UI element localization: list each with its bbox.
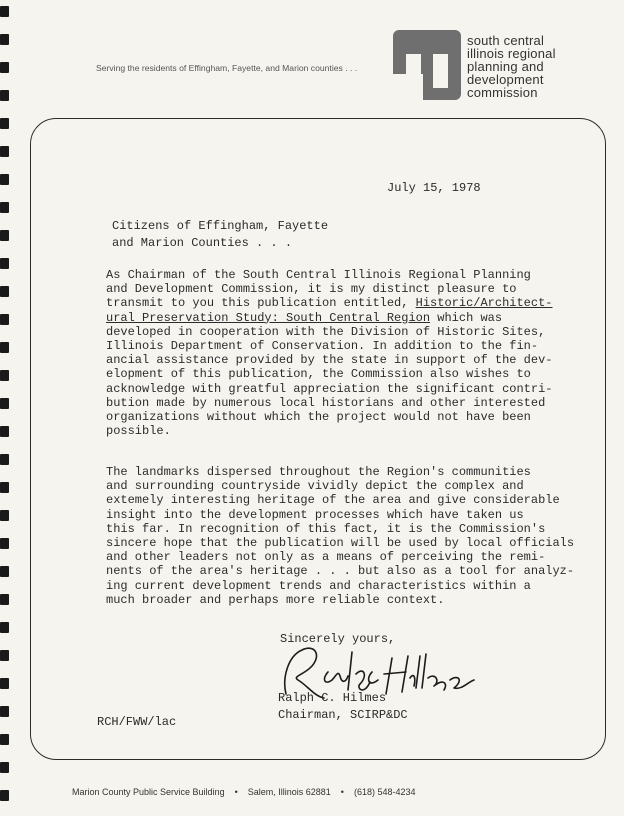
commission-logo <box>393 30 461 100</box>
text-line: ing current development trends and characteristics within a <box>106 578 531 593</box>
org-name-line: illinois regional <box>467 46 556 61</box>
text-line: insight into the development processes which have taken us <box>106 507 524 522</box>
text-line: elopment of this publication, the Commission also wishes to <box>106 367 531 382</box>
separator-dot: • <box>234 787 238 797</box>
text-line: this far. In recognition of this fact, it is the Commission's <box>106 521 546 536</box>
footer-building: Marion County Public Service Building <box>72 787 225 797</box>
text-fragment: which was <box>437 310 503 325</box>
text-fragment: transmit to you this publication entitled, <box>106 296 409 311</box>
text-line: and Development Commission, it is my distinct pleasure to <box>106 282 517 297</box>
text-line: organizations without which the project would not have been <box>106 410 531 425</box>
text-line: developed in cooperation with the Division of Historic Sites, <box>106 324 546 339</box>
text-line <box>106 296 553 311</box>
text-line: The landmarks dispersed throughout the Region's communities <box>106 465 531 479</box>
text-line: and other leaders not only as a means of perceiving the remi- <box>106 550 546 565</box>
text-line: As Chairman of the South Central Illinois Regional Planning <box>106 268 531 282</box>
closing: Sincerely yours, <box>280 632 396 646</box>
text-line: sincere hope that the publication will be used by local officials <box>106 536 575 551</box>
org-name-line: commission <box>467 85 538 100</box>
letterhead-tagline: Serving the residents of Effingham, Fayette, and Marion counties . . . <box>96 63 358 73</box>
text-line: and surrounding countryside vividly depict the complex and <box>106 479 524 494</box>
text-line: extemely interesting heritage of the area and give considerable <box>106 493 560 508</box>
text-line: possible. <box>106 424 171 439</box>
letterhead-footer <box>72 787 572 797</box>
separator-dot: • <box>340 787 344 797</box>
signature-block <box>278 690 408 724</box>
org-name-line: development <box>467 72 544 87</box>
publication-title: ural Preservation Study: South Central Region <box>106 310 431 325</box>
spiral-binding <box>0 0 14 816</box>
footer-phone: (618) 548-4234 <box>353 787 416 797</box>
org-name-line: planning and <box>467 59 544 74</box>
salutation <box>112 218 328 252</box>
signer-name: Ralph C. Hilmes <box>278 691 387 705</box>
text-line <box>106 311 512 325</box>
text-line: ancial assistance provided by the state in support of the dev- <box>106 353 553 368</box>
paragraph-2 <box>106 465 575 607</box>
address-line: and Marion Counties . . . <box>112 236 293 250</box>
text-line: much broader and perhaps more reliable context. <box>106 592 445 607</box>
letter-date: July 15, 1978 <box>387 181 481 195</box>
publication-title: Historic/Architect- <box>415 296 553 311</box>
footer-city: Salem, Illinois 62881 <box>247 787 331 797</box>
reference-initials: RCH/FWW/lac <box>97 715 177 729</box>
text-line: Illinois Department of Conservation. In addition to the fin- <box>106 339 539 354</box>
organization-name <box>467 34 607 99</box>
signer-title: Chairman, SCIRP&DC <box>278 708 408 722</box>
org-name-line: south central <box>467 33 545 48</box>
text-line: nents of the area's heritage . . . but also as a tool for analyz- <box>106 564 575 579</box>
text-line: bution made by numerous local historians and other interested <box>106 395 546 410</box>
text-line: acknowledge with greatful appreciation the significant contri- <box>106 381 553 396</box>
paragraph-1 <box>106 268 553 439</box>
address-line: Citizens of Effingham, Fayette <box>112 219 329 233</box>
